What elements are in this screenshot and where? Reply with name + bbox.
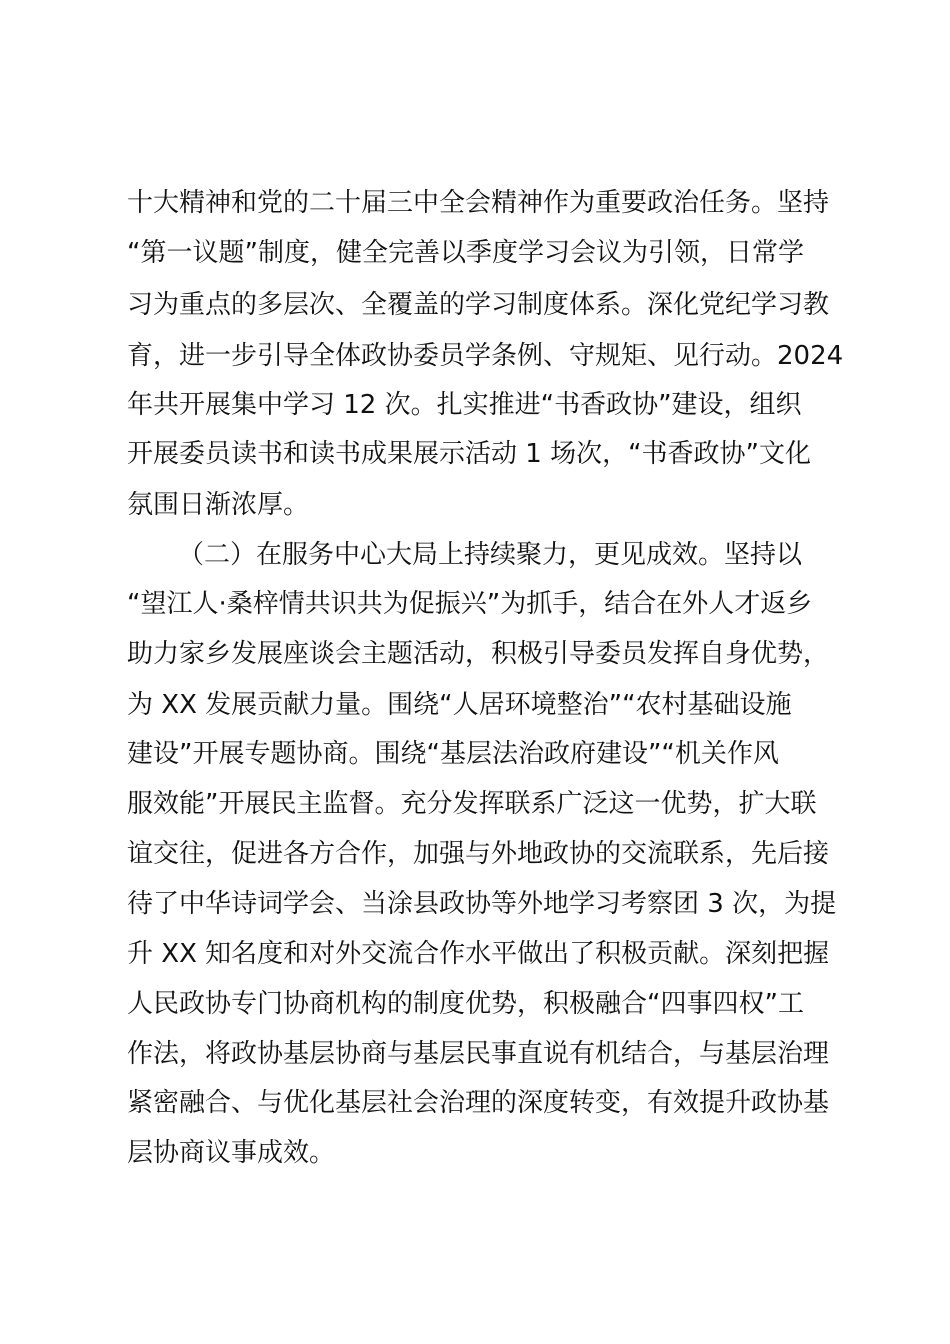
paragraph-2-line-1: （二）在服务中心大局上持续聚力，更见成效。坚持以 (178, 540, 803, 570)
paragraph-2-line-6: 服效能”开展民主监督。充分发挥联系广泛这一优势，扩大联 (127, 789, 817, 819)
paragraph-1-line-1: 十大精神和党的二十届三中全会精神作为重要政治任务。坚持 (127, 188, 830, 218)
paragraph-1-line-7: 氛围日渐浓厚。 (127, 490, 310, 520)
paragraph-2-line-7: 谊交往，促进各方合作，加强与外地政协的交流联系，先后接 (127, 839, 830, 869)
paragraph-1-line-3: 习为重点的多层次、全覆盖的学习制度体系。深化党纪学习教 (127, 290, 830, 320)
paragraph-2-line-5: 建设”开展专题协商。围绕“基层法治政府建设”“机关作风 (127, 739, 779, 769)
paragraph-2-line-11: 作法，将政协基层协商与基层民事直说有机结合，与基层治理 (127, 1039, 830, 1069)
paragraph-2-line-2: “望江人·桑梓情共识共为促振兴”为抓手，结合在外人才返乡 (127, 589, 813, 619)
paragraph-2-line-9: 升 XX 知名度和对外交流合作水平做出了积极贡献。深刻把握 (127, 939, 830, 969)
paragraph-2-line-4: 为 XX 发展贡献力量。围绕“人居环境整治”“农村基础设施 (127, 690, 792, 720)
paragraph-2-line-10: 人民政协专门协商机构的制度优势，积极融合“四事四权”工 (127, 989, 804, 1019)
paragraph-2-line-8: 待了中华诗词学会、当涂县政协等外地学习考察团 3 次，为提 (127, 889, 837, 919)
paragraph-1-line-5: 年共开展集中学习 12 次。扎实推进“书香政协”建设，组织 (127, 390, 802, 420)
paragraph-1-line-2: “第一议题”制度，健全完善以季度学习会议为引领，日常学 (127, 238, 804, 268)
paragraph-2-line-12: 紧密融合、与优化基层社会治理的深度转变，有效提升政协基 (127, 1088, 830, 1118)
paragraph-2-line-13: 层协商议事成效。 (127, 1138, 336, 1168)
paragraph-2-line-3: 助力家乡发展座谈会主题活动，积极引导委员发挥自身优势， (127, 639, 830, 669)
paragraph-1-line-6: 开展委员读书和读书成果展示活动 1 场次，“书香政协”文化 (127, 439, 812, 469)
paragraph-1-line-4: 育，进一步引导全体政协委员学条例、守规矩、见行动。2024 (127, 341, 844, 371)
